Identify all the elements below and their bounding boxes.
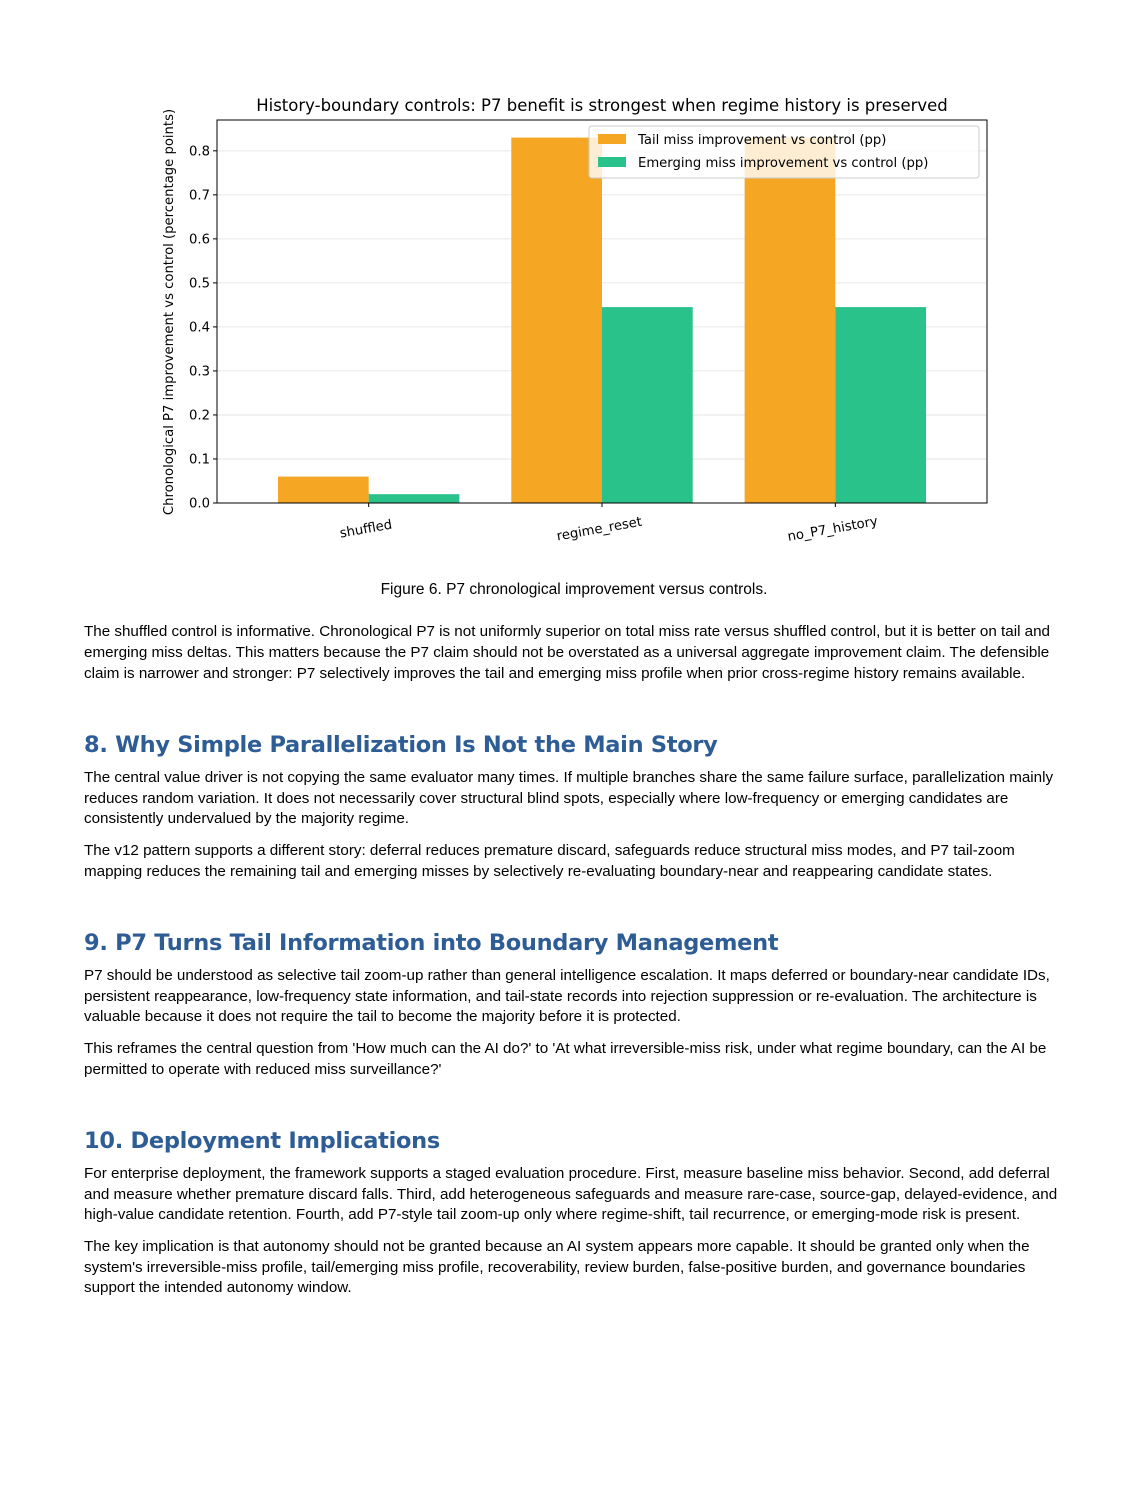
section-heading-10: 10. Deployment Implications	[84, 1127, 440, 1154]
chart-title: History-boundary controls: P7 benefit is strongest when regime history is preserved	[256, 96, 948, 115]
bar-no_P7_history-series-1	[745, 138, 836, 503]
y-tick-label: 0.7	[189, 188, 210, 204]
bar-shuffled-series-1	[278, 477, 369, 503]
legend-label: Emerging miss improvement vs control (pp)	[638, 156, 929, 171]
y-ticks	[189, 144, 217, 511]
section-10-paragraph-2: The key implication is that autonomy should not be granted because an AI system appears more capable. It should be granted only when the system's irreversible-miss profile, tail/emerging miss profile, recoverability, review burden, false-positive burden, and governance boundaries support the intended autonomy window.	[84, 1237, 1030, 1297]
intro-paragraph: The shuffled control is informative. Chronological P7 is not uniformly superior on total miss rate versus shuffled control, but it is better on tail and emerging miss deltas. This matters because the P7 claim should not be overstated as a universal aggregate improvement claim. The defensible claim is narrower and stronger: P7 selectively improves the tail and emerging miss profile when prior cross-regime history remains available.	[84, 623, 1051, 682]
y-tick-label: 0.1	[189, 452, 210, 468]
y-tick-label: 0.0	[189, 496, 210, 512]
legend-swatch	[598, 134, 626, 144]
y-axis-label: Chronological P7 improvement vs control (percentage points)	[162, 108, 177, 516]
y-tick-label: 0.8	[189, 144, 210, 160]
bar-shuffled-series-2	[369, 494, 460, 503]
y-tick-label: 0.2	[189, 408, 210, 424]
section-9-paragraph-2: This reframes the central question from 'How much can the AI do?' to 'At what irreversible-miss risk, under what regime boundary, can the AI be permitted to operate with reduced miss surveillance?'	[84, 1039, 1047, 1078]
y-tick-label: 0.5	[189, 276, 210, 292]
section-10-paragraph-1: For enterprise deployment, the framework supports a staged evaluation procedure. First, measure baseline miss behavior. Second, add deferral and measure whether premature discard falls. Third, add heterogeneous safeguards and measure rare-case, source-gap, delayed-evidence, and high-value candidate retention. Fourth, add P7-style tail zoom-up only where regime-shift, tail recurrence, or emerging-mode risk is present.	[84, 1164, 1058, 1224]
x-tick-label: shuffled	[338, 517, 394, 542]
section-8-paragraph-2: The v12 pattern supports a different story: deferral reduces premature discard, safeguards reduce structural miss modes, and P7 tail-zoom mapping reduces the remaining tail and emerging misses by selectively re-evaluating boundary-near and reappearing candidate states.	[84, 841, 1015, 880]
bar-no_P7_history-series-2	[835, 307, 926, 503]
legend	[589, 126, 979, 178]
figure-caption: Figure 6. P7 chronological improvement versus controls.	[380, 581, 768, 598]
legend-swatch	[598, 157, 626, 167]
section-9-paragraph-1: P7 should be understood as selective tail zoom-up rather than general intelligence escalation. It maps deferred or boundary-near candidate IDs, persistent reappearance, low-frequency state information, and tail-state records into rejection suppression or re-evaluation. The architecture is valuable because it does not require the tail to become the majority before it is protected.	[84, 966, 1050, 1026]
y-tick-label: 0.4	[189, 320, 210, 336]
body-text	[84, 622, 1066, 1310]
x-tick-label: no_P7_history	[786, 514, 879, 545]
legend-label: Tail miss improvement vs control (pp)	[638, 133, 887, 148]
bar-chart	[150, 82, 1000, 562]
bars	[278, 138, 929, 503]
section-heading-8: 8. Why Simple Parallelization Is Not the Main Story	[84, 731, 718, 758]
section-8-paragraph-1: The central value driver is not copying the same evaluator many times. If multiple branches share the same failure surface, parallelization mainly reduces random variation. It does not necessarily cover structural blind spots, especially where low-frequency or emerging candidates are consistently undervalued by the majority regime.	[84, 768, 1054, 828]
y-tick-label: 0.6	[189, 232, 210, 248]
bar-regime_reset-series-1	[511, 138, 602, 503]
x-ticks	[339, 503, 879, 545]
bar-regime_reset-series-2	[602, 307, 693, 503]
y-tick-label: 0.3	[189, 364, 210, 380]
x-tick-label: regime_reset	[555, 514, 644, 545]
section-heading-9: 9. P7 Turns Tail Information into Boundary Management	[84, 929, 779, 956]
